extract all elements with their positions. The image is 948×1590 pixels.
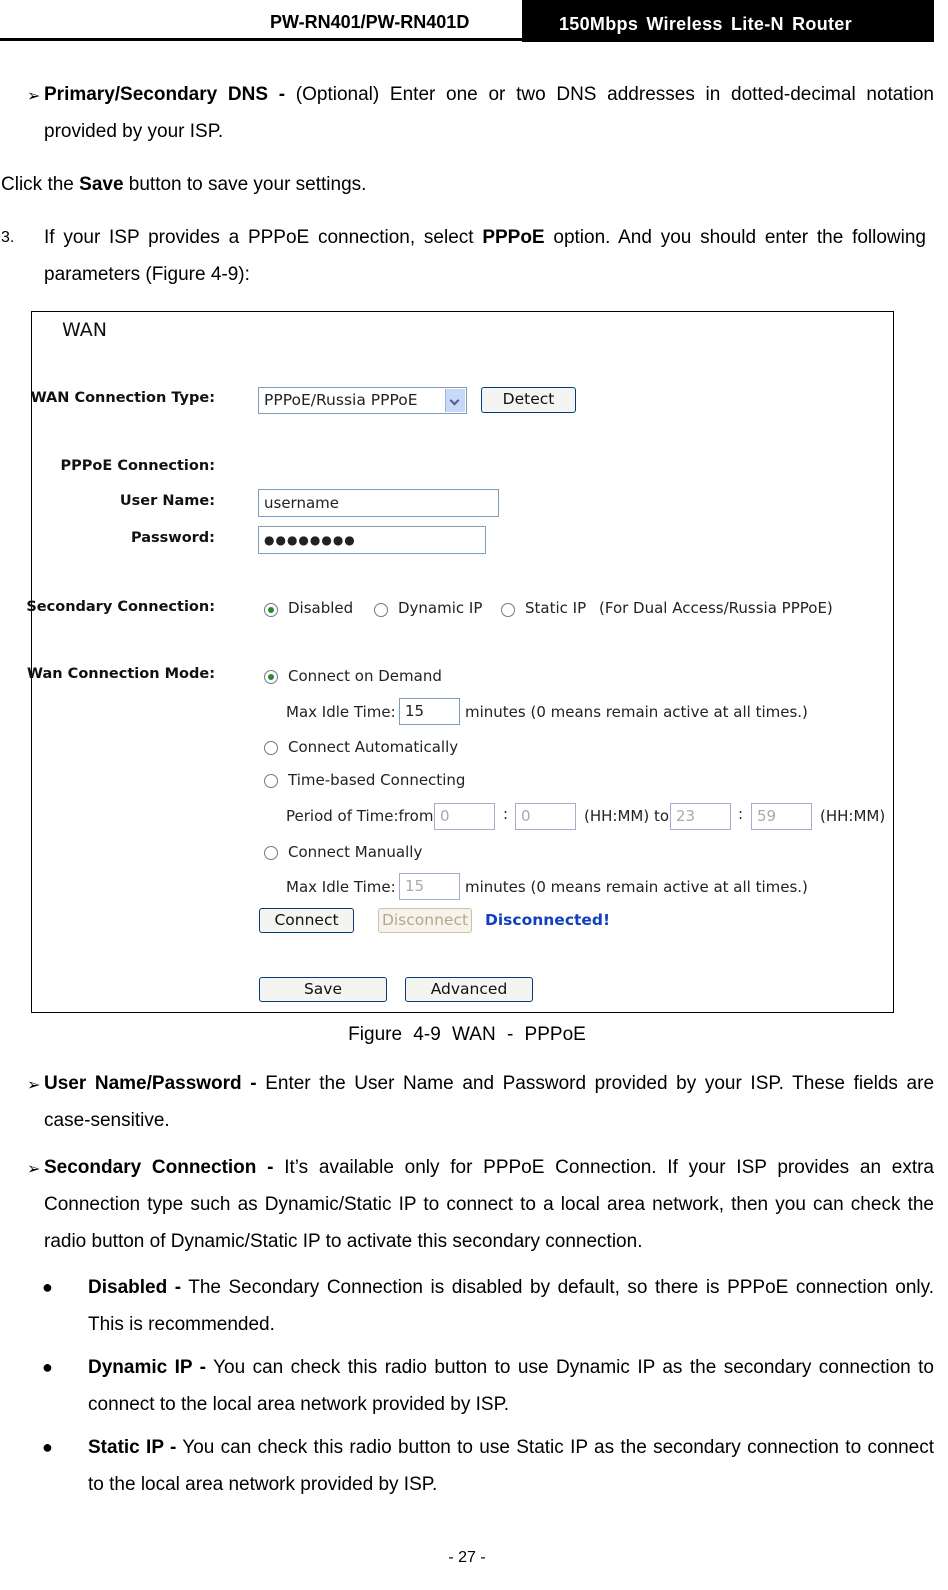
bullet-dot-icon: ● (42, 1357, 53, 1377)
period-from-minute-input[interactable]: 0 (515, 803, 576, 830)
dynamic-desc (88, 1349, 934, 1423)
save-note (1, 166, 934, 203)
connect-button[interactable]: Connect (259, 908, 354, 933)
secondary-static-label: Static IP (525, 599, 587, 617)
idle-time-input[interactable]: 15 (399, 698, 460, 725)
connection-status: Disconnected! (485, 911, 611, 929)
mode-time-based-label: Time-based Connecting (288, 771, 466, 789)
static-desc-term: Static IP - (88, 1437, 177, 1458)
username-desc-term: User Name/Password - (44, 1073, 257, 1094)
dynamic-desc-text: You can check this radio button to use Dynamic IP as the secondary connection to connect to the local area network provided by ISP. (88, 1357, 934, 1415)
period-label: Period of Time:from (286, 807, 434, 825)
chevron-down-icon[interactable] (445, 389, 465, 412)
wan-type-value: PPPoE/Russia PPPoE (264, 391, 418, 409)
username-desc-text: Enter the User Name and Password provided by your ISP. These fields are case-sensitive. (44, 1073, 935, 1131)
dns-paragraph (44, 76, 934, 150)
secondary-static-radio[interactable] (501, 603, 515, 617)
secondary-disabled-label: Disabled (288, 599, 354, 617)
mode-on-demand-label: Connect on Demand (288, 667, 442, 685)
save-button[interactable]: Save (259, 977, 387, 1002)
username-label: User Name: (119, 493, 215, 509)
step3-paragraph (44, 219, 926, 293)
secondary-desc-term: Secondary Connection - (44, 1157, 274, 1178)
disabled-desc (88, 1269, 934, 1343)
wan-type-label: WAN Connection Type: (30, 390, 215, 406)
header-product: 150Mbps Wireless Lite-N Router (559, 14, 852, 34)
period-to-minute-input[interactable]: 59 (751, 803, 812, 830)
manual-idle-time-note: minutes (0 means remain active at all times.) (465, 878, 808, 896)
detect-button[interactable]: Detect (481, 387, 576, 413)
dns-term: Primary/Secondary DNS - (44, 84, 286, 105)
wan-type-select[interactable] (258, 387, 467, 414)
username-desc (44, 1065, 934, 1139)
header-rule (0, 38, 934, 41)
static-desc-text: You can check this radio button to use Static IP as the secondary connection to connect to the local area network provided by ISP. (88, 1437, 934, 1495)
bullet-arrow-icon: ➢ (27, 1077, 41, 1094)
disconnect-button[interactable]: Disconnect (378, 908, 472, 933)
manual-idle-time-input[interactable]: 15 (399, 873, 460, 900)
mode-on-demand-radio[interactable] (264, 670, 278, 684)
save-note-pre: Click the (1, 174, 80, 195)
dynamic-desc-term: Dynamic IP - (88, 1357, 206, 1378)
save-note-term: Save (79, 174, 124, 195)
bullet-dot-icon: ● (42, 1437, 53, 1457)
disabled-desc-text: The Secondary Connection is disabled by default, so there is PPPoE connection only. This is recommended. (88, 1277, 934, 1335)
manual-idle-time-label: Max Idle Time: (286, 878, 396, 896)
password-input[interactable]: ●●●●●●●● (258, 526, 486, 554)
wan-mode-label: Wan Connection Mode: (27, 666, 215, 682)
dns-text: (Optional) Enter one or two DNS addresses in dotted-decimal notation provided by your ISP. (44, 84, 934, 142)
static-desc (88, 1429, 934, 1503)
idle-time-note: minutes (0 means remain active at all times.) (465, 703, 808, 721)
step3-post: option. And you should enter the following parameters (Figure 4-9): (44, 227, 926, 285)
period-to-hour-input[interactable]: 23 (670, 803, 731, 830)
mode-manual-radio[interactable] (264, 846, 278, 860)
password-label: Password: (131, 530, 215, 546)
secondary-disabled-radio[interactable] (264, 603, 278, 617)
mode-auto-radio[interactable] (264, 741, 278, 755)
secondary-desc (44, 1149, 934, 1260)
bullet-arrow-icon: ➢ (27, 88, 41, 105)
figure-caption: Figure 4-9 WAN - PPPoE (348, 1024, 586, 1045)
username-input[interactable]: username (258, 489, 499, 517)
secondary-desc-text: It’s available only for PPPoE Connection. If your ISP provides an extra Connection type such as Dynamic/Static IP to connect to a local area network, then you can check the radio button of Dynamic/Static IP to activate this secondary connection. (44, 1157, 934, 1252)
secondary-dynamic-label: Dynamic IP (398, 599, 483, 617)
advanced-button[interactable]: Advanced (405, 977, 533, 1002)
period-from-colon: : (503, 805, 509, 823)
secondary-note: (For Dual Access/Russia PPPoE) (599, 599, 833, 617)
header-model: PW-RN401/PW-RN401D (270, 12, 470, 32)
period-from-hour-input[interactable]: 0 (434, 803, 495, 830)
wan-pppoe-figure (26, 311, 894, 1013)
step-number: 3. (1, 229, 15, 246)
secondary-dynamic-radio[interactable] (374, 603, 388, 617)
disabled-desc-term: Disabled - (88, 1277, 182, 1298)
step3-term: PPPoE (482, 227, 545, 248)
figure-title: WAN (62, 319, 107, 341)
mode-manual-label: Connect Manually (288, 843, 423, 861)
period-to-label: (HH:MM) to (584, 807, 670, 825)
period-to-colon: : (738, 805, 744, 823)
bullet-dot-icon: ● (42, 1277, 53, 1297)
save-note-post: button to save your settings. (123, 174, 367, 195)
step3-pre: If your ISP provides a PPPoE connection, select (44, 227, 483, 248)
idle-time-label: Max Idle Time: (286, 703, 396, 721)
secondary-connection-label: Secondary Connection: (26, 599, 215, 615)
page-number: - 27 - (448, 1549, 486, 1566)
pppoe-connection-label: PPPoE Connection: (60, 458, 215, 474)
mode-time-based-radio[interactable] (264, 774, 278, 788)
bullet-arrow-icon: ➢ (27, 1161, 41, 1178)
header-product-box (522, 0, 934, 42)
mode-auto-label: Connect Automatically (288, 738, 459, 756)
period-hhmm-label: (HH:MM) (820, 807, 886, 825)
